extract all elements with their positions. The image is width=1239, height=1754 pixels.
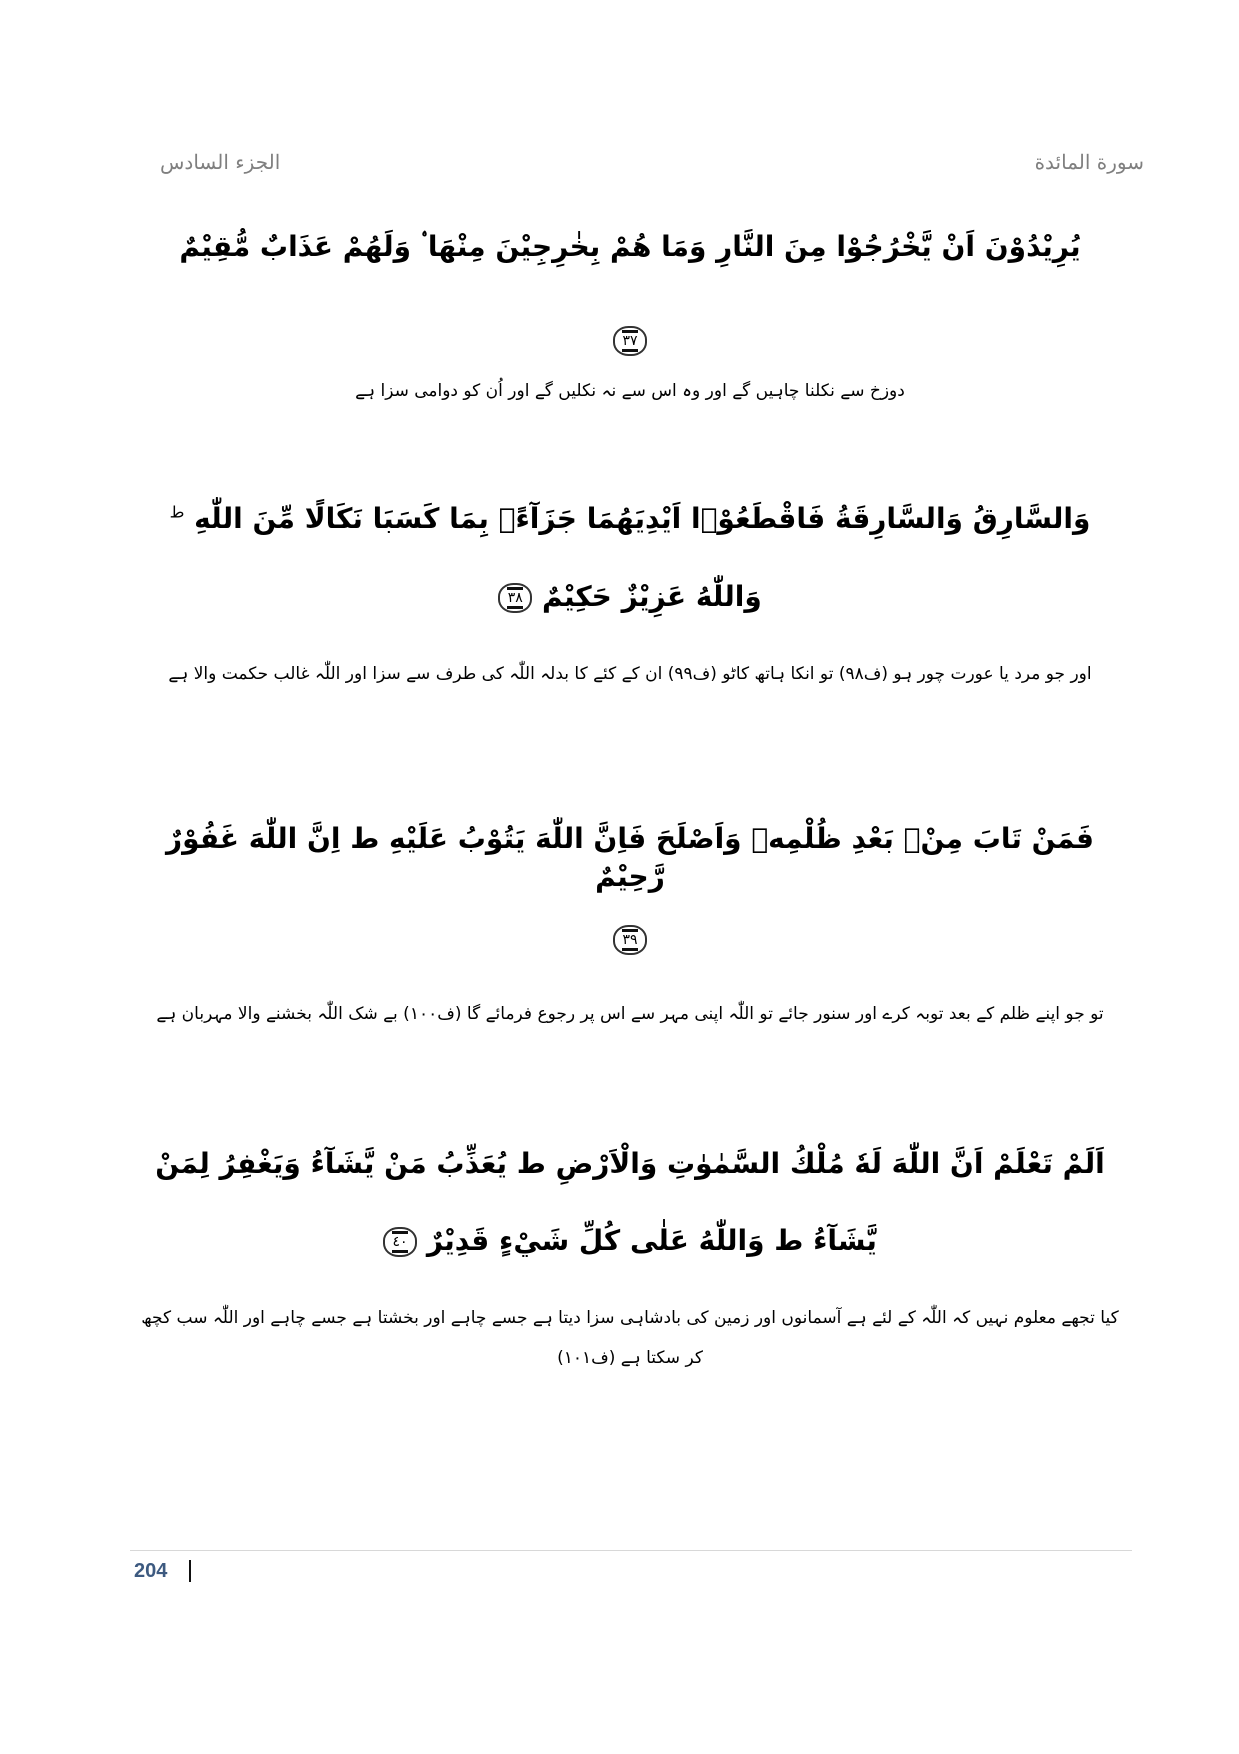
waqf-mark: ط — [169, 502, 185, 522]
ayah-number-marker: ٣٩ — [613, 925, 647, 955]
verse-37-marker-block — [130, 326, 1130, 356]
verse-37-arabic-line-1: يُرِيْدُوْنَ اَنْ يَّخْرُجُوْا مِنَ النَّارِ وَمَا هُمْ بِخٰرِجِيْنَ مِنْهَا ۟ وَلَهُمْ عَذَابٌ مُّقِيْمٌ — [179, 230, 1081, 263]
verse-40-translation: کیا تجھے معلوم نہیں کہ اللّٰہ کے لئے ہے آسمانوں اور زمین کی بادشاہی سزا دیتا ہے جسے چاہے اور بخشتا ہے جسے چاہے اور اللّٰہ سب کچھ کر سکتا ہے (ف۱۰۱) — [141, 1308, 1119, 1368]
verse-38-arabic-text: وَالسَّارِقُ وَالسَّارِقَةُ فَاقْطَعُوْۤا اَيْدِيَهُمَا جَزَآءًۢ بِمَا كَسَبَا نَكَالًا مِّنَ اللّٰهِ — [194, 502, 1091, 535]
verse-38-arabic-text-2: وَاللّٰهُ عَزِيْزٌ حَكِيْمٌ — [542, 580, 762, 613]
verse-39-marker-block — [130, 925, 1130, 955]
ayah-number-marker: ٤٠ — [383, 1227, 417, 1257]
verse-40-arabic-line-1: اَلَمْ تَعْلَمْ اَنَّ اللّٰهَ لَهٗ مُلْكُ السَّمٰوٰتِ وَالْاَرْضِ ط يُعَذِّبُ مَنْ يَّشَآءُ وَيَغْفِرُ لِمَنْ — [155, 1147, 1105, 1180]
verse-38-arabic-line-1 — [130, 500, 1130, 538]
ayah-number-marker: ٣٧ — [613, 326, 647, 356]
surah-header: سورة المائدة — [1034, 150, 1144, 174]
verse-40-arabic-text-2: يَّشَآءُ ط وَاللّٰهُ عَلٰى كُلِّ شَيْءٍ قَدِيْرٌ — [426, 1224, 877, 1257]
verse-39-arabic-line-1: فَمَنْ تَابَ مِنْۢ بَعْدِ ظُلْمِهٖ وَاَصْلَحَ فَاِنَّ اللّٰهَ يَتُوْبُ عَلَيْهِ ط اِنَّ اللّٰهَ غَفُوْرٌ رَّحِيْمٌ — [166, 822, 1094, 893]
verse-38-arabic-line-2 — [130, 578, 1130, 616]
verse-37-translation: دوزخ سے نکلنا چاہیں گے اور وہ اس سے نہ نکلیں گے اور اُن کو دوامی سزا ہے — [355, 381, 905, 401]
verse-40-arabic-line-2 — [130, 1222, 1130, 1260]
verse-39-translation: تو جو اپنے ظلم کے بعد توبہ کرے اور سنور جائے تو اللّٰہ اپنی مہر سے اس پر رجوع فرمائے گا (ف۱۰۰) بے شک اللّٰہ بخشنے والا مہربان ہے — [156, 1004, 1104, 1024]
page-number: 204 — [134, 1560, 168, 1582]
page-number-separator — [189, 1560, 191, 1582]
ayah-number-marker: ٣٨ — [498, 583, 532, 613]
footer-divider — [130, 1550, 1132, 1551]
verse-38-translation: اور جو مرد یا عورت چور ہو (ف۹۸) تو انکا ہاتھ کاٹو (ف۹۹) ان کے کئے کا بدلہ اللّٰہ کی طرف سے سزا اور اللّٰہ غالب حکمت والا ہے — [168, 664, 1092, 684]
juz-header: الجزء السادس — [160, 150, 281, 174]
